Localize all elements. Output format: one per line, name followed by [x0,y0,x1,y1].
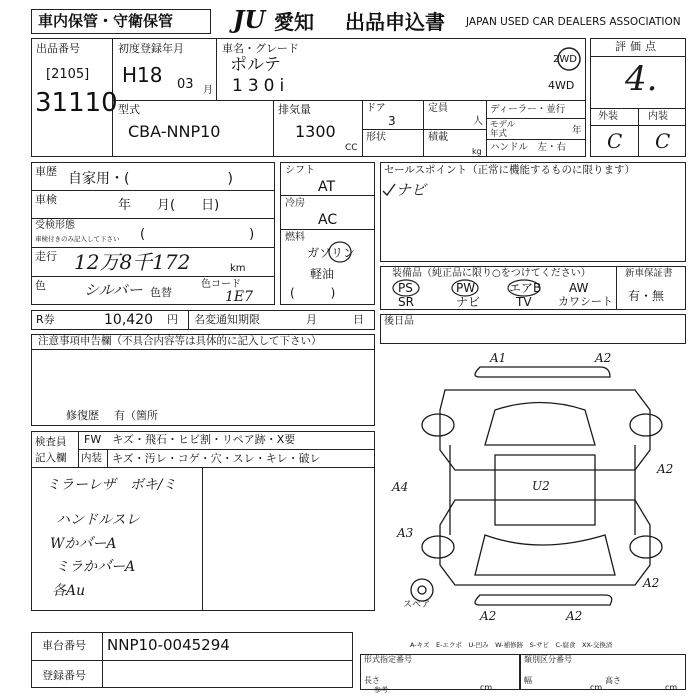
rear-item-label: 後日品 [384,316,414,327]
height-label: 高さ [605,676,621,685]
tax-value: 10,420 [104,312,153,328]
interior-grade: C [655,129,671,153]
lot-number: 31110 [35,88,118,118]
hand-note-2: ハンドルスレ [56,512,140,528]
classification-label: 類別区分番号 [524,655,572,664]
spare-label: スペア [403,600,431,610]
sales-point-label: セールスポイント（正常に機能するものに限ります） [384,164,636,176]
mark-a2-right: A2 [657,462,674,476]
fuel-label: 燃料 [285,232,305,243]
length-cm: cm [480,683,493,692]
displacement-label: 排気量 [278,103,311,116]
type-value: CBA-NNP10 [128,122,221,141]
displacement-value: 1300 [295,122,336,141]
mark-a2-top: A2 [595,351,612,365]
hand-note-4: ミラかバ゙ーA [55,559,136,575]
repair-value: 有（箇所 [114,409,158,422]
registration-era: H18 [122,63,163,87]
mark-a3: A3 [397,526,414,540]
fuel-circle [327,240,353,264]
shaken-label: 車検 [35,193,57,206]
height-cm: cm [665,683,678,692]
reference-label: 参考 [374,686,388,694]
hand-note-5: 各Au [52,583,86,599]
ac-label: 冷房 [285,198,305,209]
history-label: 車歴 [35,165,57,178]
handle-label: ハンドル 左・右 [490,142,567,153]
drive-2wd: 2WD [553,54,577,65]
type-label: 型式 [118,103,140,116]
equip-seat: カワシート [558,295,613,308]
equip-aw: AW [569,281,589,295]
capacity-label: 定員 [428,103,448,114]
dealer-label: ディーラー・並行 [490,104,566,115]
hand-note-1: ミラーレザ ボキ/ミ [46,477,177,493]
exterior-label: 外装 [598,111,618,122]
load-label: 積載 [428,132,448,143]
mark-a2-bottom-left: A2 [480,609,497,623]
kg-unit: kg [472,147,482,156]
shift-value: AT [318,179,336,195]
rear-item-block [380,314,686,344]
equip-circles [384,280,614,308]
equipment-label: 装備品（純正品に限り○をつけてください） [392,268,591,279]
equip-sr: SR [398,295,414,309]
sales-point-text: ナビ [396,181,427,199]
association-name: JAPAN USED CAR DEALERS ASSOCIATION [466,16,681,28]
mark-u2: U2 [532,479,550,493]
color-value: シルバー [84,281,143,299]
mark-a4: A4 [392,480,409,494]
lot-label: 出品番号 [36,42,80,55]
notes-label: 注意事項申告欄（不具合内容等は具体的に記入して下さい） [38,335,322,347]
fuel-gas: ガソリン [307,246,356,260]
storage-label: 車内保管・守衛保管 [38,12,174,30]
chassis-label: 車台番号 [42,639,86,652]
inspector-row2: キズ・汚レ・コゲ・穴・スレ・キレ・破レ [112,452,321,465]
equip-pw: PW [456,281,476,295]
registration-label: 初度登録年月 [118,42,184,55]
inspector-row2-label: 内装 [81,452,102,464]
warranty-label: 新車保証書 [625,268,673,279]
history-value: 自家用・( ) [68,171,233,187]
interior-label: 内装 [648,111,668,122]
receipt-label: 受検形態 [35,220,75,231]
tax-yen: 円 [167,313,178,326]
prefecture-label: 愛知 [274,10,314,34]
length-label: 長さ [364,676,380,685]
door-value: 3 [388,114,396,128]
mark-a2-bottom-right: A2 [643,576,660,590]
check-mark-icon [382,183,396,197]
hand-note-3: Wかバ゙ーA [50,536,117,552]
color-code-value: 1E7 [225,289,254,305]
width-cm: cm [590,683,603,692]
door-label: ドア [366,103,386,114]
receipt-parens: ( ) [140,227,255,242]
mileage-value: 12万8千172 [74,250,191,274]
registration-month: 03 [177,77,194,92]
ju-logo: JU [233,5,266,34]
fuel-diesel: 軽油 [310,267,335,281]
repaint-label: 色替 [150,286,172,299]
grade-score: 4. [625,59,658,99]
shift-label: シフト [285,165,315,176]
color-label: 色 [35,279,46,292]
term-month: 月 [306,313,317,326]
year-unit: 年 [572,125,582,136]
model-grade: 130i [232,76,290,96]
term-label: 名変通知期限 [194,313,260,326]
reg-label: 登録番号 [42,669,86,682]
drive-4wd: 4WD [548,79,575,92]
fuel-paren: ( ) [290,286,336,300]
exterior-grade: C [607,129,623,153]
model-label: 車名・グレード [222,42,299,55]
repair-label: 修復歴 [66,409,99,422]
term-day: 日 [353,313,364,326]
equip-ps: PS [398,281,413,295]
registration-month-unit: 月 [203,85,213,96]
equip-navi: ナビ [456,295,481,309]
mileage-label: 走行 [35,250,57,263]
form-title: 出品申込書 [345,10,445,34]
model-name: ポルテ [230,55,281,75]
damage-legend: A-キズ E-エクボ U-凹み W-補修跡 S-サビ C-腐食 XX-交換済 [410,641,613,649]
designation-label: 形式指定番号 [364,655,412,664]
sales-point-block [380,162,686,262]
receipt-note: 車検付きのみ記入して下さい [35,235,120,243]
equipment-grid [384,280,614,308]
warranty-value: 有・無 [628,289,665,303]
color-code-label: 色コード [201,279,241,290]
equip-tv: TV [516,295,532,309]
width-label: 幅 [524,676,532,685]
ac-value: AC [318,212,338,228]
person-unit: 人 [473,116,483,127]
tax-label: R券 [36,313,55,326]
inspector-row1: FW キズ・飛石・ヒビ割・リペア跡・X要 [84,433,296,446]
cc-unit: CC [345,143,358,153]
model-year-label: モデル 年式 [490,120,516,139]
chassis-value: NNP10-0045294 [107,636,230,654]
shape-label: 形状 [366,132,386,143]
km-unit: km [230,263,246,274]
lot-subcode: [2105] [46,67,90,82]
equip-airbag: エアB [509,281,542,295]
grade-label: 評価点 [615,40,660,53]
mark-a1: A1 [490,351,507,365]
inspector-label: 検査員 記入欄 [35,436,67,465]
mark-a2-bottom-center: A2 [566,609,583,623]
shaken-value: 年 月( 日) [118,198,220,213]
